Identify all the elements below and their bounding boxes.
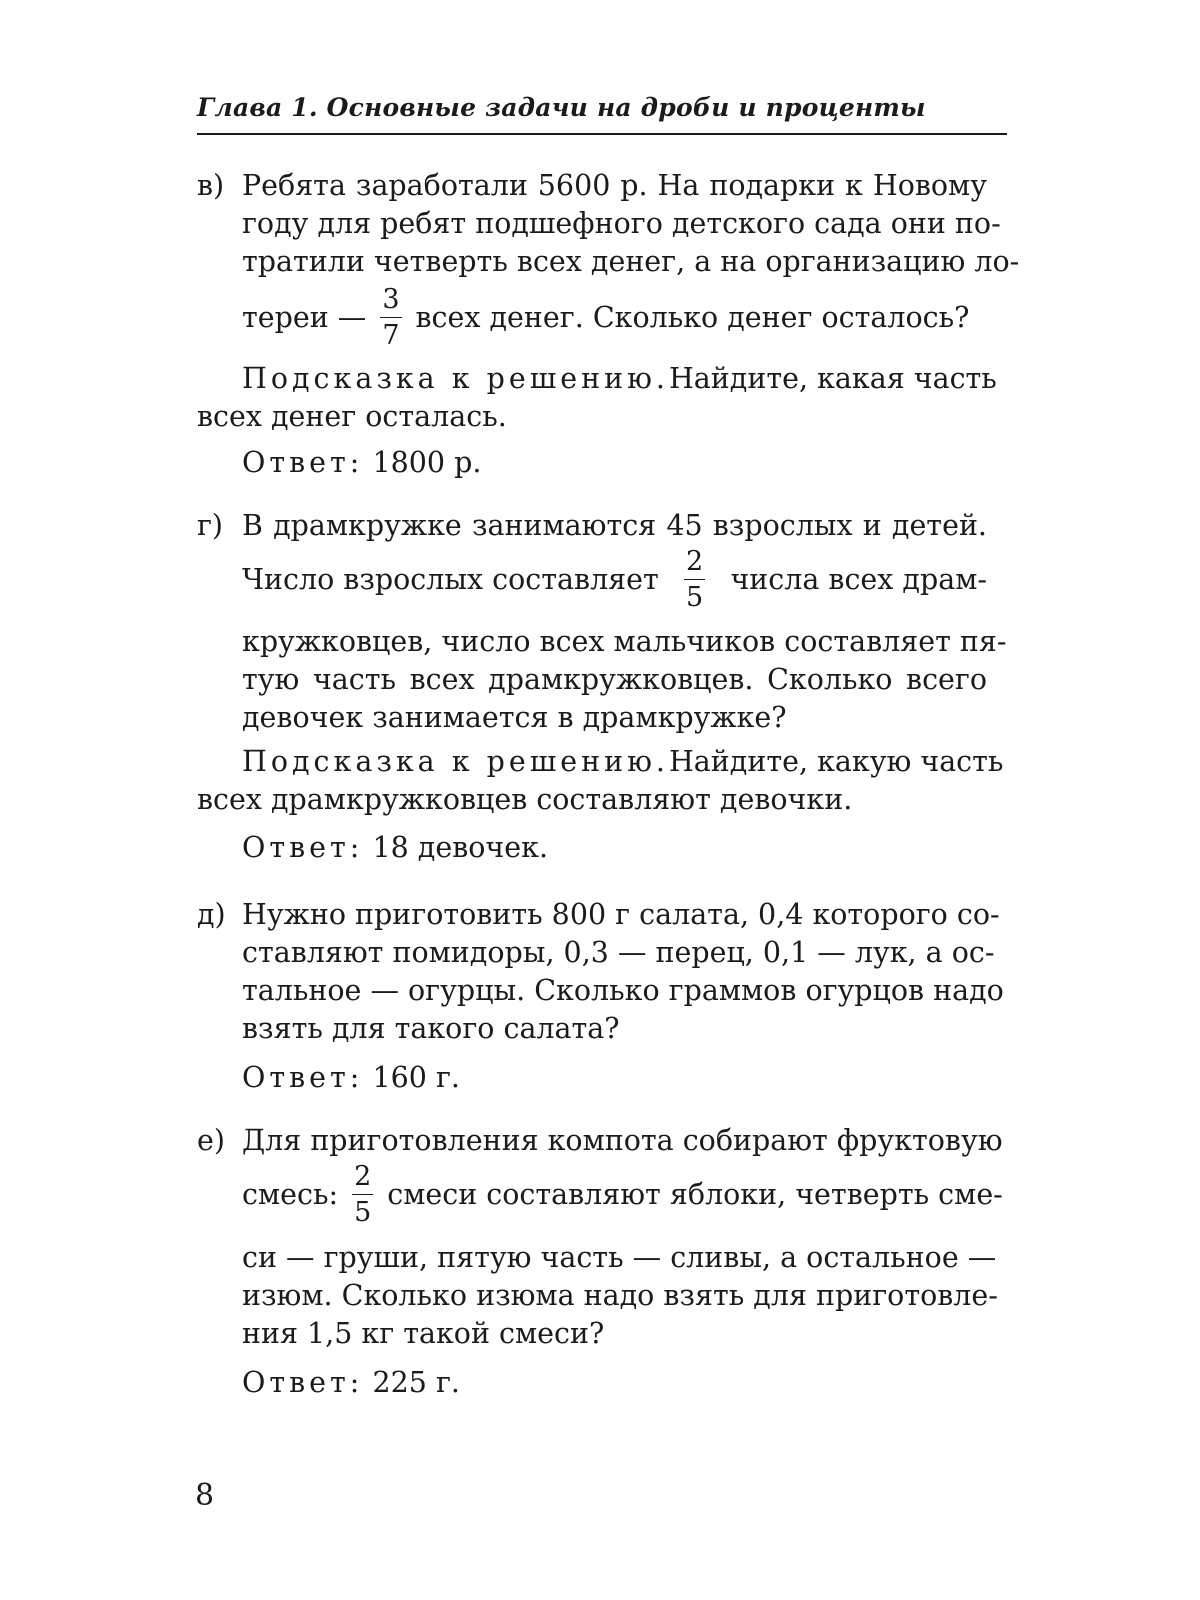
hint-label: Подсказка к решению.: [242, 362, 669, 395]
problem-text-line: взять для такого салата?: [242, 1012, 620, 1045]
text-before-fraction: тереи —: [242, 301, 367, 334]
hint-text-line: всех драмкружковцев составляют девочки.: [197, 783, 853, 816]
fraction-denominator: 7: [382, 320, 400, 351]
problem-label: е): [197, 1124, 225, 1157]
fraction-bar: [684, 579, 705, 580]
answer-label: Ответ:: [242, 446, 364, 479]
answer-line: [242, 1363, 460, 1403]
fraction: [352, 1162, 373, 1228]
problem-text-line: тратили четверть всех денег, а на организацию ло-: [242, 245, 1020, 278]
answer-value: 160 г.: [372, 1061, 460, 1094]
answer-value: 1800 р.: [372, 446, 482, 479]
problem-label: д): [197, 898, 226, 931]
chapter-header: Глава 1. Основные задачи на дроби и проценты: [197, 93, 1007, 135]
hint-text: Найдите, какую часть: [668, 745, 1004, 778]
problem-text-line: тальное — огурцы. Сколько граммов огурцов надо: [242, 974, 1004, 1007]
problem-text-line: тую часть всех драмкружковцев. Сколько всего: [242, 663, 987, 696]
problem-text-line: Для приготовления компота собирают фруктовую: [242, 1124, 1003, 1157]
text-after-fraction: смеси составляют яблоки, четверть сме-: [387, 1178, 1003, 1211]
fraction-bar: [380, 317, 401, 318]
fraction-numerator: 2: [354, 1161, 372, 1192]
page-number: 8: [195, 1478, 215, 1513]
fraction: [684, 547, 705, 613]
problem-text-line: ставляют помидоры, 0,3 — перец, 0,1 — лук, а ос-: [242, 936, 995, 969]
problem-label: г): [197, 509, 224, 542]
text-after-fraction: числа всех драм-: [730, 563, 987, 596]
hint-text: Найдите, какая часть: [668, 362, 997, 395]
text-before-fraction: Число взрослых составляет: [242, 563, 659, 596]
problem-text-line: изюм. Сколько изюма надо взять для приготовле-: [242, 1279, 998, 1312]
fraction-denominator: 5: [354, 1197, 372, 1228]
text-after-fraction: всех денег. Сколько денег осталось?: [415, 301, 970, 334]
hint-line: [242, 742, 1004, 782]
hint-line: [242, 359, 997, 399]
fraction-numerator: 2: [686, 546, 704, 577]
problem-text-line: девочек занимается в драмкружке?: [242, 701, 787, 734]
answer-line: [242, 1058, 460, 1098]
problem-label: в): [197, 169, 225, 202]
problem-text-line: ния 1,5 кг такой смеси?: [242, 1317, 605, 1350]
problem-text-line: Нужно приготовить 800 г салата, 0,4 которого со-: [242, 898, 1000, 931]
answer-value: 225 г.: [372, 1366, 460, 1399]
answer-line: [242, 828, 548, 868]
answer-label: Ответ:: [242, 831, 364, 864]
problem-text-line: В драмкружке занимаются 45 взрослых и детей.: [242, 509, 987, 542]
problem-text-line: году для ребят подшефного детского сада они по-: [242, 207, 1001, 240]
text-before-fraction: смесь:: [242, 1178, 339, 1211]
fraction-numerator: 3: [382, 284, 400, 315]
fraction: [380, 285, 401, 351]
problem-text-line: Ребята заработали 5600 р. На подарки к Новому: [242, 169, 987, 202]
problem-text-line: кружковцев, число всех мальчиков составляет пя-: [242, 625, 1007, 658]
problem-text-line: си — груши, пятую часть — сливы, а остальное —: [242, 1241, 997, 1274]
fraction-line: [242, 545, 987, 615]
answer-line: [242, 443, 481, 483]
answer-value: 18 девочек.: [372, 831, 549, 864]
hint-text-line: всех денег осталась.: [197, 400, 507, 433]
fraction-line: [242, 1160, 1003, 1230]
fraction-line: [242, 283, 969, 353]
fraction-bar: [352, 1194, 373, 1195]
answer-label: Ответ:: [242, 1061, 364, 1094]
hint-label: Подсказка к решению.: [242, 745, 669, 778]
fraction-denominator: 5: [686, 582, 704, 613]
answer-label: Ответ:: [242, 1366, 364, 1399]
